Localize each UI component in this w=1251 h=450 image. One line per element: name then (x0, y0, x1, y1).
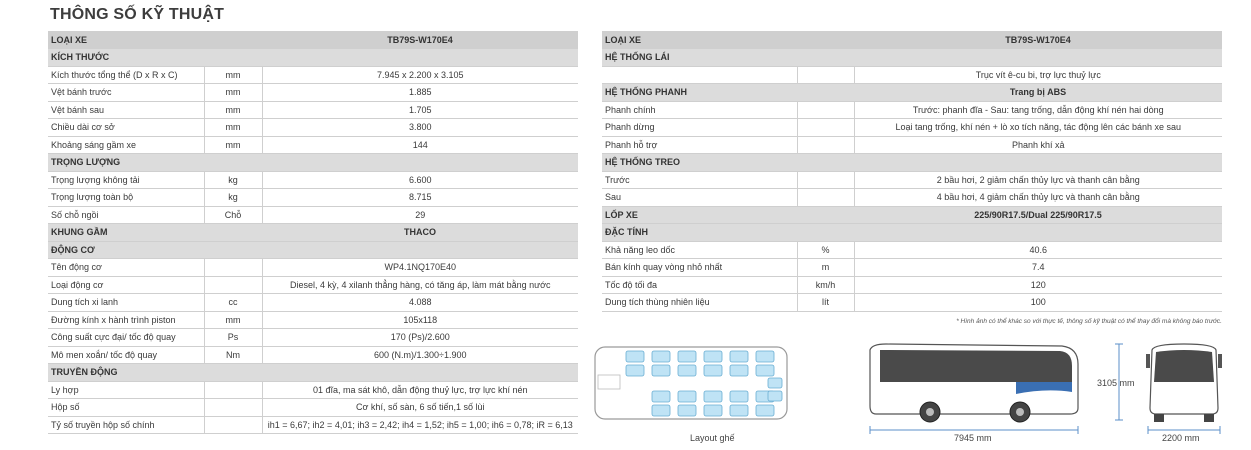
spec-label (602, 66, 797, 84)
spec-label: Dung tích xi lanh (48, 294, 204, 312)
spec-unit (797, 171, 854, 189)
section-title: KHUNG GẦM (48, 224, 262, 242)
spec-row (602, 66, 1222, 84)
spec-value: Trục vít ê-cu bi, trợ lực thuỷ lực (854, 66, 1222, 84)
spec-row (48, 101, 578, 119)
seat (768, 378, 782, 388)
spec-label: Trọng lượng không tải (48, 171, 204, 189)
page-title: THÔNG SỐ KỸ THUẬT (50, 6, 225, 23)
driver-area (598, 375, 620, 389)
spec-label: Ly hợp (48, 381, 204, 399)
seat (678, 365, 696, 376)
spec-label: Vệt bánh trước (48, 84, 204, 102)
spec-label: Mô men xoắn/ tốc độ quay (48, 346, 204, 364)
section-row (602, 206, 1222, 224)
seat (652, 391, 670, 402)
section-value: 225/90R17.5/Dual 225/90R17.5 (854, 206, 1222, 224)
seat (652, 351, 670, 362)
table-header-row (602, 31, 1222, 49)
front-right-tire (1204, 414, 1214, 422)
seat-layout-drawing (594, 345, 790, 421)
spec-unit: mm (204, 101, 262, 119)
spec-value: 600 (N.m)/1.300÷1.900 (262, 346, 578, 364)
spec-unit: kg (204, 189, 262, 207)
section-value (262, 241, 578, 259)
spec-row (602, 259, 1222, 277)
spec-label: Chiều dài cơ sở (48, 119, 204, 137)
spec-label: Trọng lượng toàn bộ (48, 189, 204, 207)
spec-label: Khoảng sáng gầm xe (48, 136, 204, 154)
layout-caption: Layout ghế (690, 433, 735, 443)
front-windshield (1154, 350, 1214, 382)
front-left-tire (1154, 414, 1164, 422)
spec-unit: % (797, 241, 854, 259)
spec-value: 29 (262, 206, 578, 224)
spec-value: WP4.1NQ170E40 (262, 259, 578, 277)
spec-value: 40.6 (854, 241, 1222, 259)
spec-row (602, 241, 1222, 259)
section-row (602, 224, 1222, 242)
spec-row (48, 119, 578, 137)
bus-side-view-drawing (866, 342, 1082, 436)
section-row (602, 49, 1222, 67)
spec-row (48, 294, 578, 312)
spec-label: Sau (602, 189, 797, 207)
spec-label: Hộp số (48, 399, 204, 417)
spec-label: Bán kính quay vòng nhỏ nhất (602, 259, 797, 277)
spec-row (48, 381, 578, 399)
section-value (262, 154, 578, 172)
spec-value: Diesel, 4 kỳ, 4 xilanh thẳng hàng, có tăng áp, làm mát bằng nước (262, 276, 578, 294)
spec-value: 8.715 (262, 189, 578, 207)
spec-value: Loại tang trống, khí nén + lò xo tích năng, tác động lên các bánh xe sau (854, 119, 1222, 137)
section-row (48, 49, 578, 67)
spec-label: Phanh chính (602, 101, 797, 119)
spec-row (602, 119, 1222, 137)
seat (678, 391, 696, 402)
seat (626, 351, 644, 362)
spec-value: 100 (854, 294, 1222, 312)
seat (768, 391, 782, 401)
spec-label: Tỷ số truyền hộp số chính (48, 416, 204, 434)
section-title: HỆ THỐNG TREO (602, 154, 854, 172)
section-title: HỆ THỐNG PHANH (602, 84, 854, 102)
spec-row (48, 66, 578, 84)
bus-front-view-drawing (1144, 342, 1224, 436)
spec-row (602, 189, 1222, 207)
seat (652, 405, 670, 416)
left-mirror (1146, 354, 1150, 368)
spec-unit: kg (204, 171, 262, 189)
spec-row (48, 259, 578, 277)
section-title: TRỌNG LƯỢNG (48, 154, 262, 172)
section-title: LỐP XE (602, 206, 854, 224)
spec-value: Trước: phanh đĩa - Sau: tang trống, dẫn động khí nén hai dòng (854, 101, 1222, 119)
seat (730, 351, 748, 362)
spec-unit (797, 101, 854, 119)
spec-value: 3.800 (262, 119, 578, 137)
dim-length: 7945 mm (954, 433, 992, 443)
spec-row (48, 136, 578, 154)
spec-unit: cc (204, 294, 262, 312)
spec-row (602, 171, 1222, 189)
spec-label: Kích thước tổng thể (D x R x C) (48, 66, 204, 84)
section-value (854, 49, 1222, 67)
seat (730, 365, 748, 376)
section-title: ĐỘNG CƠ (48, 241, 262, 259)
spec-unit (204, 276, 262, 294)
header-label: LOẠI XE (48, 31, 262, 49)
header-label: LOẠI XE (602, 31, 854, 49)
header-model: TB79S-W170E4 (262, 31, 578, 49)
section-value: Trang bị ABS (854, 84, 1222, 102)
spec-value: 170 (Ps)/2.600 (262, 329, 578, 347)
right-mirror (1218, 354, 1222, 368)
left-spec-table (48, 31, 578, 434)
seat (678, 351, 696, 362)
spec-unit: mm (204, 66, 262, 84)
section-value (854, 154, 1222, 172)
spec-row (48, 311, 578, 329)
spec-value: 4.088 (262, 294, 578, 312)
spec-value: 105x118 (262, 311, 578, 329)
spec-row (602, 294, 1222, 312)
spec-value: 1.705 (262, 101, 578, 119)
spec-row (48, 276, 578, 294)
section-value (262, 364, 578, 382)
spec-row (48, 329, 578, 347)
section-title: HỆ THỐNG LÁI (602, 49, 854, 67)
section-value (262, 49, 578, 67)
seat (756, 405, 774, 416)
footnote: * Hình ảnh có thể khác so với thực tế, thông số kỹ thuật có thể thay đổi mà không báo trước. (956, 318, 1222, 325)
spec-label: Công suất cực đại/ tốc độ quay (48, 329, 204, 347)
spec-unit (204, 259, 262, 277)
spec-unit: mm (204, 84, 262, 102)
spec-unit (204, 381, 262, 399)
spec-row (48, 416, 578, 434)
spec-label: Khả năng leo dốc (602, 241, 797, 259)
spec-unit: lít (797, 294, 854, 312)
seat (704, 365, 722, 376)
spec-unit: Ps (204, 329, 262, 347)
dim-width: 2200 mm (1162, 433, 1200, 443)
spec-label: Phanh hỗ trợ (602, 136, 797, 154)
spec-row (48, 84, 578, 102)
spec-unit: km/h (797, 276, 854, 294)
spec-value: 1.885 (262, 84, 578, 102)
section-title: ĐẶC TÍNH (602, 224, 854, 242)
section-row (48, 224, 578, 242)
spec-unit (797, 66, 854, 84)
section-row (48, 364, 578, 382)
seat (704, 391, 722, 402)
seat (730, 391, 748, 402)
spec-unit: Chỗ (204, 206, 262, 224)
section-value (854, 224, 1222, 242)
spec-label: Dung tích thùng nhiên liệu (602, 294, 797, 312)
spec-label: Trước (602, 171, 797, 189)
spec-row (48, 346, 578, 364)
spec-value: Cơ khí, số sàn, 6 số tiến,1 số lùi (262, 399, 578, 417)
seat (756, 365, 774, 376)
spec-label: Tên động cơ (48, 259, 204, 277)
spec-label: Số chỗ ngồi (48, 206, 204, 224)
spec-unit: mm (204, 136, 262, 154)
spec-value: 2 bầu hơi, 2 giảm chấn thủy lực và thanh cân bằng (854, 171, 1222, 189)
spec-unit (797, 136, 854, 154)
spec-value: 144 (262, 136, 578, 154)
section-title: KÍCH THƯỚC (48, 49, 262, 67)
spec-value: 120 (854, 276, 1222, 294)
section-row (48, 241, 578, 259)
header-model: TB79S-W170E4 (854, 31, 1222, 49)
seat (704, 405, 722, 416)
spec-unit: mm (204, 119, 262, 137)
spec-value: ih1 = 6,67; ih2 = 4,01; ih3 = 2,42; ih4 = 1,52; ih5 = 1,00; ih6 = 0,78; iR = 6,13 (262, 416, 578, 434)
section-row (602, 84, 1222, 102)
seat (704, 351, 722, 362)
spec-label: Đường kính x hành trình piston (48, 311, 204, 329)
spec-row (602, 101, 1222, 119)
spec-value: 4 bầu hơi, 4 giảm chấn thủy lực và thanh cân bằng (854, 189, 1222, 207)
dim-height: 3105 mm (1097, 378, 1135, 388)
spec-row (48, 171, 578, 189)
seat (730, 405, 748, 416)
spec-unit: mm (204, 311, 262, 329)
spec-value: 01 đĩa, ma sát khô, dẫn động thuỷ lực, trợ lực khí nén (262, 381, 578, 399)
section-value: THACO (262, 224, 578, 242)
seat (756, 351, 774, 362)
spec-value: 7.945 x 2.200 x 3.105 (262, 66, 578, 84)
bus-windows (880, 350, 1072, 382)
section-row (48, 154, 578, 172)
table-header-row (48, 31, 578, 49)
seat (678, 405, 696, 416)
spec-label: Tốc độ tối đa (602, 276, 797, 294)
right-spec-table (602, 31, 1222, 312)
spec-row (48, 399, 578, 417)
spec-value: 7.4 (854, 259, 1222, 277)
spec-value: 6.600 (262, 171, 578, 189)
spec-value: Phanh khí xả (854, 136, 1222, 154)
spec-unit (204, 399, 262, 417)
spec-unit: m (797, 259, 854, 277)
spec-label: Phanh dừng (602, 119, 797, 137)
spec-row (48, 206, 578, 224)
spec-label: Loại động cơ (48, 276, 204, 294)
seat (652, 365, 670, 376)
spec-row (602, 276, 1222, 294)
spec-label: Vệt bánh sau (48, 101, 204, 119)
spec-row (48, 189, 578, 207)
section-title: TRUYỀN ĐỘNG (48, 364, 262, 382)
section-row (602, 154, 1222, 172)
seat (626, 365, 644, 376)
spec-unit (797, 119, 854, 137)
spec-unit (204, 416, 262, 434)
spec-row (602, 136, 1222, 154)
spec-unit: Nm (204, 346, 262, 364)
spec-unit (797, 189, 854, 207)
